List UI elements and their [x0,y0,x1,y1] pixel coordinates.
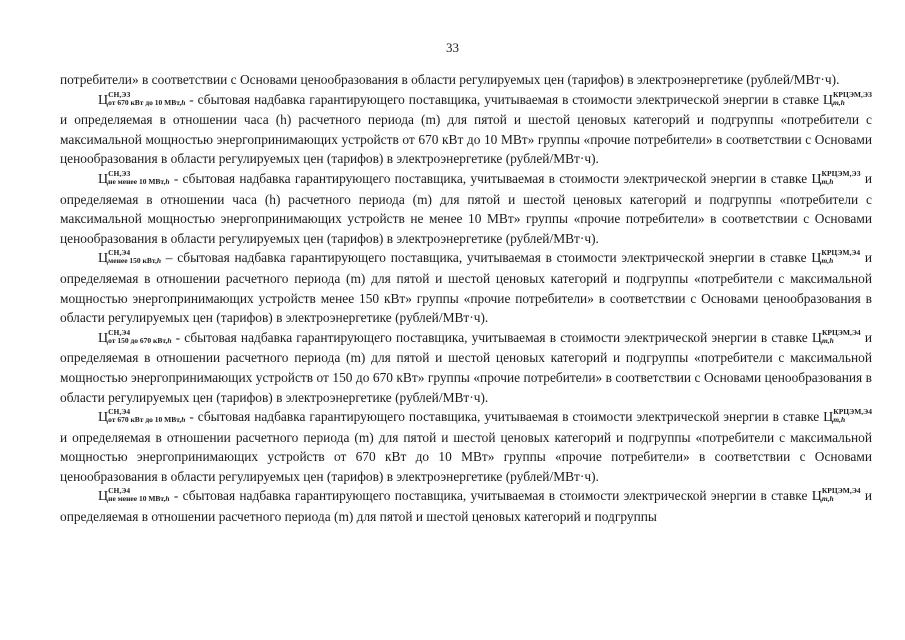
paragraph-text: - сбытовая надбавка гарантирующего поставщика, учитываемая в стоимости электрической энергии в ставке [169,170,812,186]
formula-subscript: от 150 до 670 кВт, [108,335,168,345]
formula-superscript: КРЦЭМ,ЭЗ [832,89,872,99]
formula-base: Ц [811,330,822,346]
formula-base: Ц [98,92,109,108]
formula-superscript: СН,Э4 [108,486,131,496]
formula-subscript-index: m,h [821,494,834,504]
paragraph-text: потребители» в соответствии с Основами ценообразования в области регулируемых цен (тарифов) в электроэнергетике (рублей/МВт·ч). [60,72,840,87]
formula-symbol [822,89,872,108]
formula-subscript: от 670 кВт до 10 МВт, [108,97,182,107]
formula-symbol [98,327,172,346]
formula-subscript-index: m,h [833,415,846,425]
formula-symbol [812,488,861,503]
formula-base: Ц [98,171,109,187]
formula-superscript: КРЦЭМ,Э4 [821,327,861,337]
paragraph-text: и определяемая в отношении расчетного периода (m) для пятой и шестой ценовых категорий и подгруппы «потребители с максимальной мощностью энергопринимающих устройств от 670 кВт до 10 МВт» группы «прочие потребители» в соответствии с Основами ценообразования в области регулируемых цен (тарифов) в электроэнергетике (рублей/МВт·ч). [60,429,872,484]
formula-superscript: СН,ЭЗ [108,89,131,99]
formula-symbol [98,168,170,187]
paragraph-definition [60,407,872,486]
formula-superscript: КРЦЭМ,Э4 [821,486,861,496]
formula-superscript: СН,Э4 [108,407,131,417]
formula-base: Ц [823,410,834,426]
paragraph-text: - сбытовая надбавка гарантирующего поставщика, учитываемая в стоимости электрической энергии в ставке [185,409,824,425]
formula-superscript: СН,ЭЗ [108,168,131,178]
formula-symbol [98,488,170,503]
formula-base: Ц [822,92,833,108]
formula-subscript: менее 150 кВт, [108,256,157,266]
paragraph-text: – сбытовая надбавка гарантирующего поставщика, учитываемая в стоимости электрической энергии в ставке [161,250,812,266]
formula-subscript-index: m,h [821,256,834,266]
paragraph-text: и определяемая в отношении часа (h) расчетного периода (m) для пятой и шестой ценовых категорий и подгруппы «потребители с максимальной мощностью энергопринимающих устройств не менее 10 МВт» группы «прочие потребители» в соответствии с Основами ценообразования в области регулируемых цен (тарифов) в электроэнергетике (рублей/МВт·ч). [60,170,872,246]
paragraph-continuation [60,70,872,90]
paragraph-text: и определяемая в отношении расчетного периода (m) для пятой и шестой ценовых категорий и подгруппы «потребители с максимальной мощностью энергопринимающих устройств от 150 до 670 кВт» группы «прочие потребители» в соответствии с Основами ценообразования в области регулируемых цен (тарифов) в электроэнергетике (рублей/МВт·ч). [60,329,872,405]
formula-superscript: СН,Э4 [108,248,131,258]
paragraph-text: - сбытовая надбавка гарантирующего поставщика, учитываемая в стоимости электрической энергии в ставке [171,329,812,345]
paragraph-text: и определяемая в отношении расчетного периода (m) для пятой и шестой ценовых категорий и подгруппы «потребители с максимальной мощностью энергопринимающих устройств менее 150 кВт» группы «прочие потребители» в соответствии с Основами ценообразования в области регулируемых цен (тарифов) в электроэнергетике (рублей/МВт·ч). [60,250,872,326]
paragraph-definition [60,248,872,327]
formula-subscript-index: m,h [821,335,834,345]
formula-superscript: КРЦЭМ,ЭЗ [821,168,861,178]
formula-base: Ц [811,171,822,187]
document-body [60,70,872,527]
formula-subscript: от 670 кВт до 10 МВт, [108,415,182,425]
formula-symbol [98,89,186,108]
formula-superscript: СН,Э4 [108,327,131,337]
formula-subscript-index: h [181,415,186,425]
formula-symbol [811,168,861,187]
formula-base: Ц [98,330,109,346]
formula-subscript-index: h [165,176,170,186]
formula-subscript-index: h [167,335,172,345]
paragraph-definition [60,169,872,248]
paragraph-text: - сбытовая надбавка гарантирующего поставщика, учитываемая в стоимости электрической энергии в ставке [185,91,823,107]
formula-symbol [98,409,185,424]
page-number: 33 [446,40,459,55]
formula-subscript: не менее 10 МВт, [108,494,166,504]
paragraph-definition [60,90,872,169]
formula-subscript: не менее 10 МВт, [108,176,166,186]
formula-subscript-index: m,h [832,97,845,107]
formula-subscript-index: m,h [821,176,834,186]
paragraph-text: и определяемая в отношении часа (h) расчетного периода (m) для пятой и шестой ценовых категорий и подгруппы «потребители с максимальной мощностью энергопринимающих устройств от 670 кВт до 10 МВт» группы «прочие потребители» в соответствии с Основами ценообразования в области регулируемых цен (тарифов) в электроэнергетике (рублей/МВт·ч). [60,112,872,167]
formula-base: Ц [811,489,822,505]
formula-base: Ц [98,251,109,267]
paragraph-definition [60,328,872,407]
formula-symbol [98,250,161,265]
paragraph-definition [60,486,872,526]
formula-superscript: КРЦЭМ,Э4 [821,248,861,258]
formula-base: Ц [811,251,822,267]
formula-symbol [823,409,872,424]
formula-symbol [811,327,861,346]
paragraph-text: и определяемая в отношении расчетного периода (m) для пятой и шестой ценовых категорий и подгруппы [60,488,873,525]
formula-symbol [811,250,860,265]
formula-subscript-index: h [165,494,170,504]
formula-subscript-index: h [156,256,162,266]
formula-subscript-index: h [181,97,186,107]
formula-base: Ц [98,410,109,426]
paragraph-text: - сбытовая надбавка гарантирующего поставщика, учитываемая в стоимости электрической энергии в ставке [169,488,812,504]
formula-base: Ц [98,489,109,505]
formula-superscript: КРЦЭМ,Э4 [833,407,872,417]
